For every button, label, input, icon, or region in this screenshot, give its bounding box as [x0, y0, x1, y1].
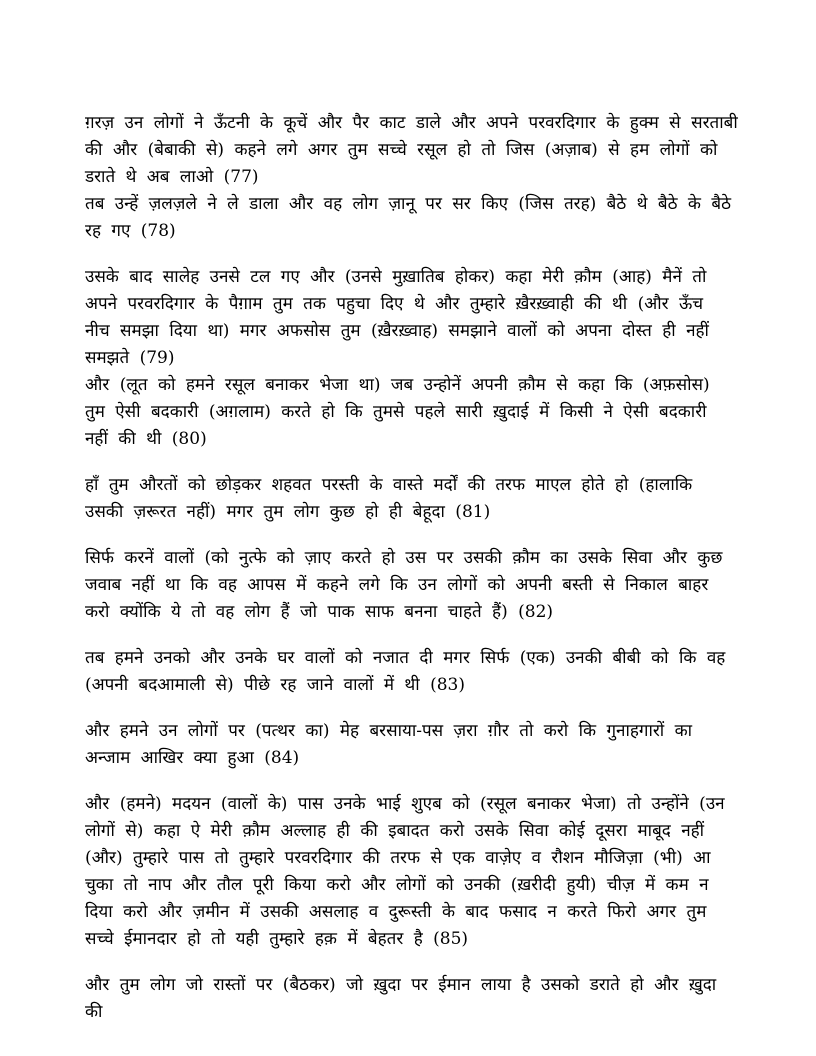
verse-paragraph: सिर्फ करनें वालों (को नुत्फे को ज़ाए करते हो उस पर उसकी क़ौम का उसके सिवा और कुछ जवाब नहीं था कि वह आपस में कहने लगे कि उन लोगों को अपनी बस्ती से निकाल बाहर करो क्योंकि ये तो वह लोग हैं जो पाक साफ बनना चाहते हैं) (82): [85, 548, 723, 622]
verse-paragraph: तब हमने उनको और उनके घर वालों को नजात दी मगर सिर्फ (एक) उनकी बीबी को कि वह (अपनी बदआमाली से) पीछे रह जाने वालों में थी (83): [85, 648, 726, 695]
verse-paragraph: उसके बाद सालेह उनसे टल गए और (उनसे मुख़ातिब होकर) कहा मेरी क़ौम (आह) मैनें तो अपने परवरदिगार के पैग़ाम तुम तक पहुचा दिए थे और तुम्हारे ख़ैरख़्वाही की थी (और ऊँच नीच समझा दिया था) मगर अफसोस तुम (ख़ैरख़्वाह) समझाने वालों को अपना दोस्त ही नहीं समझते (79): [85, 267, 709, 368]
verse-text-container: [85, 110, 738, 1026]
verse-block: [85, 110, 738, 245]
verse-paragraph: ग़रज़ उन लोगों ने ऊँटनी के कूचें और पैर काट डाले और अपने परवरदिगार के हुक्म से सरताबी की और (बेबाकी से) कहने लगे अगर तुम सच्चे रसूल हो तो जिस (अज़ाब) से हम लोगों को डराते थे अब लाओ (77): [85, 113, 738, 187]
verse-paragraph: और तुम लोग जो रास्तों पर (बैठकर) जो ख़ुदा पर ईमान लाया है उसको डराते हो और ख़ुदा की: [85, 975, 717, 1022]
verse-paragraph: और हमने उन लोगों पर (पत्थर का) मेह बरसाया-पस ज़रा ग़ौर तो करो कि गुनाहगारों का अन्जाम आखिर क्या हुआ (84): [85, 721, 693, 768]
verse-block: [85, 472, 738, 526]
verse-block: [85, 972, 738, 1026]
verse-block: [85, 545, 738, 626]
verse-paragraph: हाँ तुम औरतों को छोड़कर शहवत परस्ती के वास्ते मर्दों की तरफ माएल होते हो (हालाकि उसकी ज़रूरत नहीं) मगर तुम लोग कुछ हो ही बेहूदा (81): [85, 475, 693, 522]
verse-block: [85, 264, 738, 453]
verse-paragraph: तब उन्हें ज़लज़ले ने ले डाला और वह लोग ज़ानू पर सर किए (जिस तरह) बैठे थे बैठे के बैठे रह गए (78): [85, 194, 731, 241]
verse-block: [85, 645, 738, 699]
verse-paragraph: और (लूत को हमने रसूल बनाकर भेजा था) जब उन्होनें अपनी क़ौम से कहा कि (अफ़सोस) तुम ऐसी बदकारी (अग़लाम) करते हो कि तुमसे पहले सारी ख़ुदाई में किसी ने ऐसी बदकारी नहीं की थी (80): [85, 375, 710, 449]
verse-block: [85, 718, 738, 772]
verse-paragraph: और (हमने) मदयन (वालों के) पास उनके भाई शुएब को (रसूल बनाकर भेजा) तो उन्होंने (उन लोगों से) कहा ऐ मेरी क़ौम अल्लाह ही की इबादत करो उसके सिवा कोई दूसरा माबूद नहीं (और) तुम्हारे पास तो तुम्हारे परवरदिगार की तरफ से एक वाज़ेए व रौशन मौजिज़ा (भी) आ चुका तो नाप और तौल पूरी किया करो और लोगों को उनकी (ख़रीदी हुयी) चीज़ में कम न दिया करो और ज़मीन में उसकी असलाह व दुरूस्ती के बाद फसाद न करते फिरो अगर तुम सच्चे ईमानदार हो तो यही तुम्हारे हक़ में बेहतर है (85): [85, 794, 725, 949]
verse-block: [85, 791, 738, 953]
